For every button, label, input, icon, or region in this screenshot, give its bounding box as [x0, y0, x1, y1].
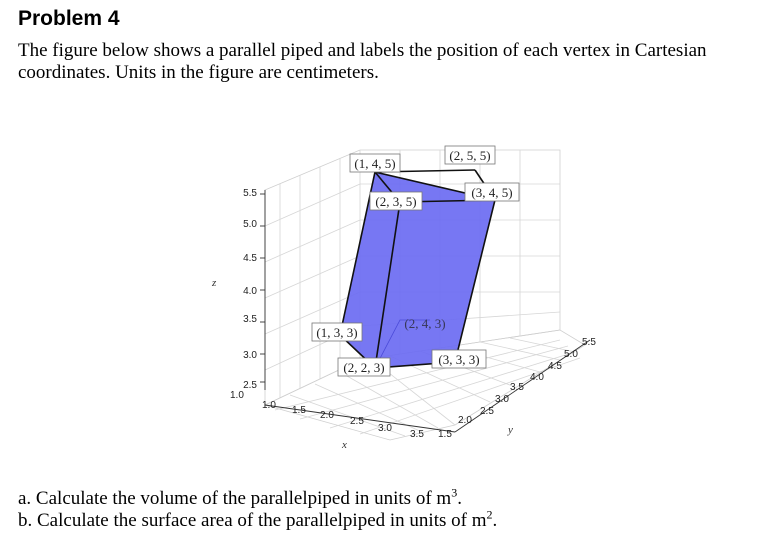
vertex-label: (2, 2, 3): [343, 360, 385, 375]
x-axis-label: x: [342, 439, 347, 451]
question-a-period: .: [457, 488, 462, 509]
vertex-label: (3, 3, 3): [438, 352, 480, 367]
vertex-label: (1, 4, 5): [354, 156, 396, 171]
y-axis-label: y: [508, 424, 513, 436]
x-tick-label: 1.0: [230, 390, 244, 401]
y-tick-label: 1.5: [438, 429, 452, 440]
y-tick-label: 5.0: [564, 349, 578, 360]
y-tick-label: 2.0: [458, 415, 472, 426]
x-tick-label: 2.0: [320, 410, 334, 421]
y-tick-label: 3.5: [510, 382, 524, 393]
x-tick-label: 2.5: [350, 416, 364, 427]
z-tick-label: 4.0: [243, 286, 257, 297]
vertex-label: (1, 3, 3): [316, 325, 358, 340]
z-tick-label: 3.5: [243, 314, 257, 325]
y-tick-label: 2.5: [480, 406, 494, 417]
z-axis-label: z: [212, 277, 217, 289]
x-tick-label: 1.0: [262, 400, 276, 411]
x-tick-label: 3.5: [410, 429, 424, 440]
z-tick-label: 3.0: [243, 350, 257, 361]
z-axis-tick-labels: [243, 188, 257, 391]
question-a-text: a. Calculate the volume of the parallelpiped in units of m: [18, 488, 452, 509]
vertex-label: (3, 4, 5): [471, 185, 513, 200]
z-axis-ticks: [260, 194, 265, 382]
problem-intro: The figure below shows a parallel piped and labels the position of each vertex in Cartesian coordinates. Units in the figure are centimeters.: [18, 40, 707, 83]
y-tick-label: 3.0: [495, 394, 509, 405]
question-b-period: .: [492, 510, 498, 531]
z-tick-label: 5.0: [243, 219, 257, 230]
x-tick-label: 3.0: [378, 423, 392, 434]
questions: [18, 485, 763, 532]
z-tick-label: 5.5: [243, 188, 257, 199]
z-tick-label: 2.5: [243, 380, 257, 391]
question-b-text: b. Calculate the surface area of the parallelpiped in units of m: [18, 510, 487, 531]
question-b: [18, 507, 763, 532]
question-a: [18, 485, 763, 510]
vertex-label: (2, 5, 5): [449, 148, 491, 163]
parallelepiped-figure: [200, 140, 620, 470]
y-tick-label: 5.5: [582, 337, 596, 348]
y-tick-label: 4.0: [530, 372, 544, 383]
z-tick-label: 4.5: [243, 253, 257, 264]
problem-heading: Problem 4: [18, 7, 120, 30]
x-tick-label: 1.5: [292, 405, 306, 416]
y-tick-label: 4.5: [548, 361, 562, 372]
question-a-exponent: 3: [451, 485, 458, 500]
vertex-label: (2, 3, 5): [375, 194, 417, 209]
vertex-label-hidden: (2, 4, 3): [404, 316, 446, 331]
question-b-exponent: 2: [486, 507, 493, 522]
